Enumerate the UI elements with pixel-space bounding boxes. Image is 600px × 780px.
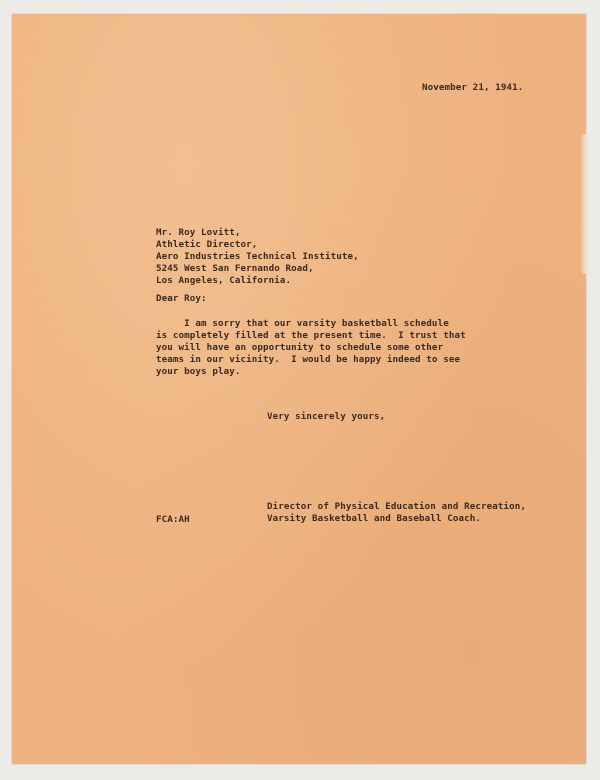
letter-body: [156, 318, 466, 378]
signature-line: Varsity Basketball and Baseball Coach.: [267, 513, 481, 524]
address-line: Athletic Director,: [156, 239, 258, 250]
signature-line: Director of Physical Education and Recreation,: [267, 501, 527, 512]
salutation: Dear Roy:: [156, 293, 207, 304]
address-line: Los Angeles, California.: [156, 275, 292, 286]
body-line: your boys play.: [156, 366, 241, 377]
torn-edge: [580, 134, 586, 274]
address-line: Mr. Roy Lovitt,: [156, 227, 241, 238]
body-line: you will have an opportunity to schedule some other: [156, 342, 444, 353]
body-line: I am sorry that our varsity basketball schedule: [156, 318, 449, 329]
body-line: is completely filled at the present time. I trust that: [156, 330, 466, 341]
body-line: teams in our vicinity. I would be happy indeed to see: [156, 354, 461, 365]
letter-page: [12, 14, 586, 764]
reference-initials: FCA:AH: [156, 514, 190, 525]
letter-date: November 21, 1941.: [422, 82, 524, 93]
signature-block: [267, 501, 526, 525]
address-line: 5245 West San Fernando Road,: [156, 263, 314, 274]
complimentary-closing: Very sincerely yours,: [267, 411, 386, 422]
recipient-address: [156, 227, 359, 287]
address-line: Aero Industries Technical Institute,: [156, 251, 359, 262]
